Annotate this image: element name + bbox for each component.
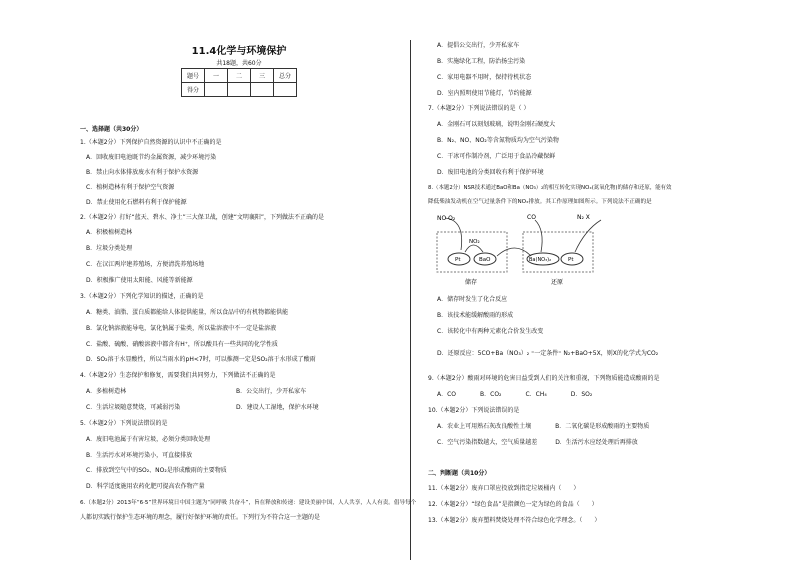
score-cell	[205, 83, 228, 97]
question: 12.（本题2分）“绿色食品”是指颜色一定为绿色的食品（ ）	[428, 501, 598, 508]
score-cell: 得分	[182, 83, 205, 97]
label-co: CO	[527, 214, 536, 221]
option: C．排放到空气中的SO₂、NO₂是形成酸雨的主要物质	[86, 467, 227, 474]
option: C．在汉江两岸建养殖场，方便清洗养殖场地	[86, 261, 205, 268]
label-n2-x: N₂ X	[577, 214, 590, 221]
option: C．植树造林有利于保护空气资源	[86, 184, 175, 191]
question-continued: 人都切实践行保护生态环境的理念，履行好保护环境的责任。下列行为不符合这一主题的是	[80, 514, 321, 521]
option: B．实施绿化工程，防治扬尘污染	[437, 58, 526, 65]
option: A．储存时发生了化合反应	[437, 296, 508, 303]
options-row: C．空气污染指数越大，空气质量越差 D．生活污水应经处理后再排放	[437, 439, 638, 446]
option: D．室内照明使用节能灯，节约能源	[437, 90, 532, 97]
arrow-out-reduction	[575, 220, 601, 252]
option: B．禁止向水体排放废水有利于保护水资源	[86, 169, 199, 176]
storage-box	[437, 232, 507, 272]
arrow-to-reduction	[497, 248, 531, 256]
label-storage: 储存	[465, 279, 478, 286]
question: 11.（本题2分）废弃口罩应投放到指定垃圾桶内（ ）	[428, 485, 580, 492]
arrow-in-storage	[445, 218, 462, 250]
label-no2: NO₂	[469, 239, 480, 245]
arrow-co	[535, 220, 542, 252]
option: D．积极推广使用太阳能、风能等新能源	[86, 277, 193, 284]
option: D．废旧电池的分类回收有利于保护环境	[437, 169, 544, 176]
option: C．该转化中有两种元素化合价发生改变	[437, 328, 544, 335]
question: 10.（本题2分）下列说法错误的是	[428, 407, 520, 414]
question: 9.（本题2分）酸雨对环境的危害日益受到人们的关注和重视，下列物质能造成酸雨的是	[428, 375, 660, 382]
score-cell	[274, 83, 297, 97]
page-title: 11.4化学与环境保护	[191, 46, 287, 57]
option: A．废旧电池属于有害垃圾，必须分类回收处理	[86, 436, 211, 443]
option: D．建设人工湿地，保护水环境	[236, 404, 319, 411]
option: C．盐酸、硫酸、硝酸溶液中都含有H⁺，所以酸具有一些共同的化学性质	[86, 341, 278, 348]
label-pt-left: Pt	[455, 257, 461, 263]
option: B．氯化钠溶液能导电，氯化钠属于盐类，所以盐溶液中不一定是盐溶液	[86, 325, 277, 332]
option: D．禁止使用化石燃料有利于保护能源	[86, 199, 187, 206]
option: D．科学适度施用农药化肥可提高农作物产量	[86, 483, 205, 490]
option: B．生活污水对环境污染小，可直接排放	[86, 452, 193, 459]
option: C．生活垃圾随意焚烧，可减弱污染	[86, 404, 181, 411]
score-cell: 二	[228, 69, 251, 83]
label-bano3: Ba(NO₃)₂	[529, 257, 552, 263]
option: D．还原反应：5CO+Ba（NO₃）₂ ⁼一定条件⁼ N₂+BaO+5X，则X的化学式为CO₂	[437, 350, 659, 357]
option: A．糖类、油脂、蛋白质都能给人体提供能量，所以食品中的有机物都能供能	[86, 309, 289, 316]
score-cell	[228, 83, 251, 97]
score-cell: 题号	[182, 69, 205, 83]
score-table-score-row	[182, 83, 297, 97]
question: 3.（本题2分）下列化学知识的描述，正确的是	[80, 293, 204, 300]
question: 13.（本题2分）废弃塑料焚烧处理不符合绿色化学理念。（ ）	[428, 517, 601, 524]
option: B．公交出行，少开私家车	[236, 388, 307, 395]
option: A．多植树造林	[86, 388, 127, 395]
section-heading: 二、判断题（共10分）	[428, 470, 491, 477]
label-reduce: 还原	[551, 279, 564, 286]
question-continued: 降低柴油发动机在空气过量条件下的NOₓ排放。其工作原理如图所示。下列说法不正确的是	[428, 199, 652, 205]
score-table	[181, 68, 297, 97]
column-divider	[410, 40, 411, 560]
option: A．金刚石可以刻划玻璃，说明金刚石硬度大	[437, 121, 556, 128]
option: A．提倡公交出行，少开私家车	[437, 42, 520, 49]
option: A．积极植树造林	[86, 229, 133, 236]
option: A．回收废旧电池既节约金属资源，减少环境污染	[86, 154, 217, 161]
question: 1.（本题2分）下列保护自然资源的认识中不正确的是	[80, 139, 222, 146]
option: C．干冰可作制冷剂，广泛用于食品冷藏保鲜	[437, 153, 556, 160]
question: 5.（本题2分）下列说法错误的是	[80, 420, 168, 427]
question: 4.（本题2分）生态保护和修复，需要我们共同努力，下列做法不正确的是	[80, 372, 276, 379]
label-bao: BaO	[479, 257, 491, 263]
question: 6.（本题2分）2013年“6·5”世界环境日中国主题为“同呼吸 共奋斗”，旨在释放和传递：建设美丽中国，人人共享，人人有责。倡导每个	[80, 500, 417, 506]
option: B．该技术能缓解酸雨的形成	[437, 312, 514, 319]
score-cell: 一	[205, 69, 228, 83]
arrow-no2	[465, 245, 483, 252]
label-pt-right: Pt	[568, 257, 574, 263]
page-subtitle: 共18题，共60分	[216, 60, 262, 67]
score-cell	[251, 83, 274, 97]
options-row: A．CO B．CO₂ C．CH₄ D．SO₂	[437, 391, 593, 398]
question: 7.（本题2分）下列说法错误的是（ ）	[428, 105, 530, 112]
nsr-diagram	[435, 210, 615, 292]
question: 2.（本题2分）打好“蓝天、碧水、净土”三大保卫战，创建“文明襄阳”，下列做法不正确的是	[80, 214, 324, 221]
score-cell: 总分	[274, 69, 297, 83]
question: 8.（本题2分）NSR技术通过BaO和Ba（NO₃）₂的相互转化实现NOₓ(氮氧化物)的储存和还原，能有效	[428, 185, 672, 191]
option: D．SO₂溶于水显酸性，所以当雨水的pH<7时，可以推测一定是SO₂溶于水形成了酸雨	[86, 356, 316, 363]
option: B．垃圾分类处理	[86, 245, 133, 252]
option: C．家用电器不用时，保持待机状态	[437, 74, 532, 81]
label-storage-gases: NO O₂	[437, 215, 456, 222]
section-heading: 一、选择题（共30分）	[80, 126, 143, 133]
score-table-header-row	[182, 69, 297, 83]
score-cell: 三	[251, 69, 274, 83]
options-row: A．农业上可用熟石灰改良酸性土壤 B．二氧化碳是形成酸雨的主要物质	[437, 423, 650, 430]
option: B．N₂、NO、NO₂等含氮物质均为空气污染物	[437, 137, 559, 144]
